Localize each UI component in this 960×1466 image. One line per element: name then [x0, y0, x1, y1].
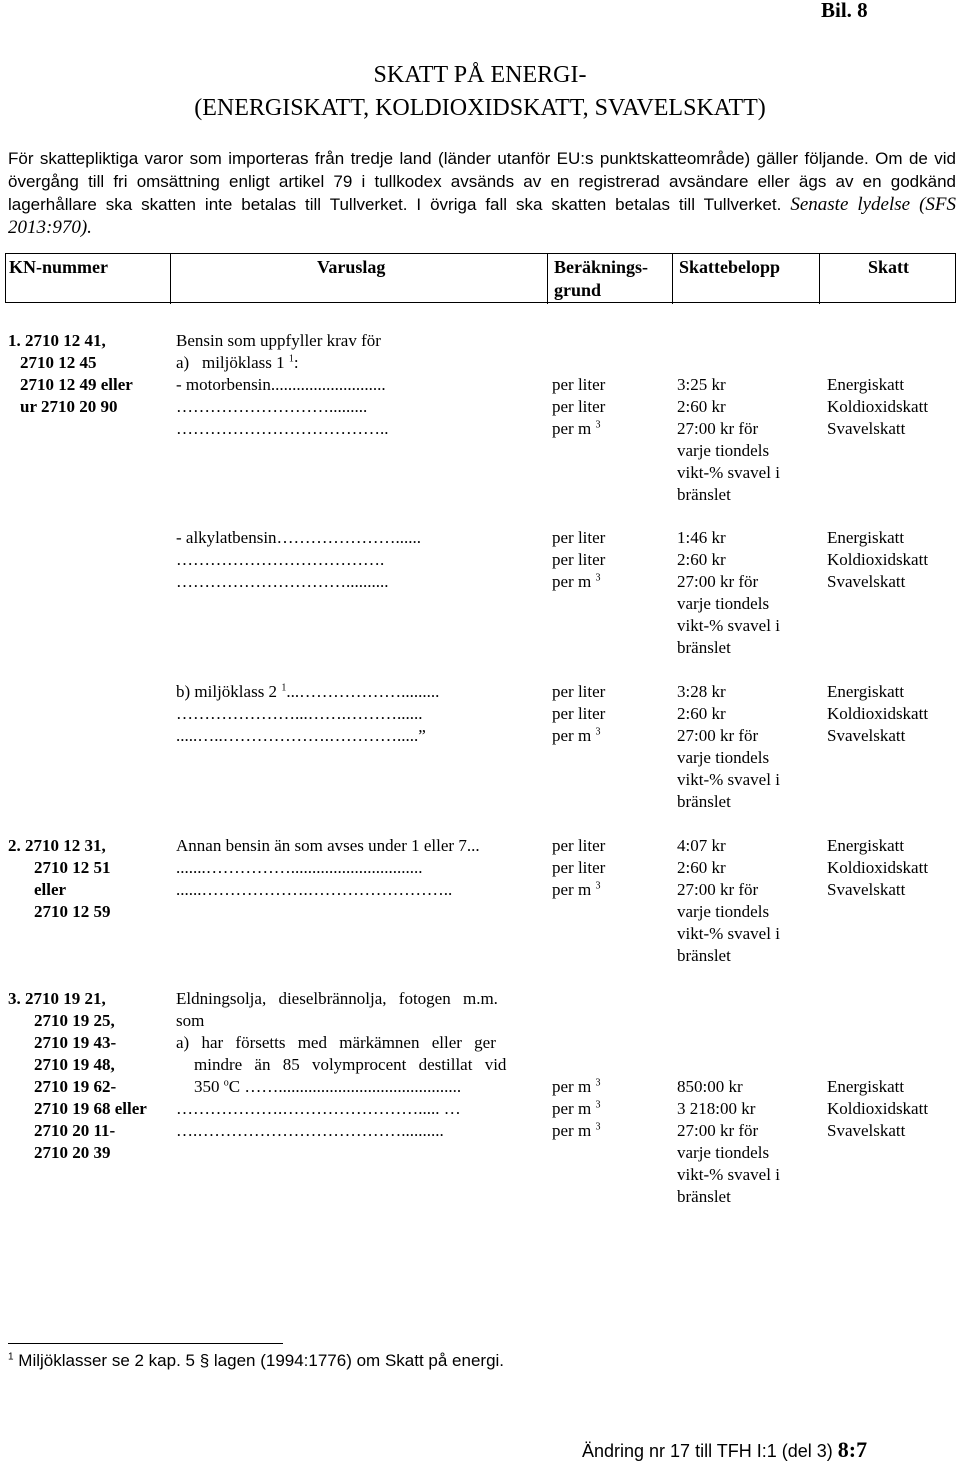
- goods-description: Bensin som uppfyller krav för: [176, 331, 381, 350]
- tax-amount: 4:07 kr: [677, 836, 726, 855]
- calc-basis: per liter: [552, 550, 606, 569]
- table-header: [5, 253, 956, 303]
- tax-type: Energiskatt: [827, 375, 905, 394]
- item-label: ......……………….……………………..: [176, 880, 453, 899]
- header-varuslag: Varuslag: [317, 257, 386, 277]
- tax-type: Energiskatt: [827, 528, 905, 547]
- tax-amount: 1:46 kr: [677, 528, 726, 547]
- item-label: ……………………….........: [176, 397, 368, 416]
- kn-code: eller: [34, 880, 67, 899]
- footnote-ref: 1: [281, 682, 287, 694]
- page-title-line2: (ENERGISKATT, KOLDIOXIDSKATT, SVAVELSKATT): [194, 95, 766, 121]
- sulphur-note: vikt-% svavel i: [677, 463, 780, 482]
- kn-code: 2710 19 62-: [34, 1077, 117, 1096]
- item-label: .......……………...............................: [176, 858, 423, 877]
- calc-basis: per liter: [552, 397, 606, 416]
- tax-amount: 2:60 kr: [677, 704, 726, 723]
- goods-description: som: [176, 1011, 205, 1030]
- kn-code: 1. 2710 12 41,: [8, 331, 106, 350]
- sub-heading-miljoklass1: a) miljöklass 1 $^1$:: [176, 353, 299, 372]
- sulphur-note: varje tiondels: [677, 441, 770, 460]
- goods-description: a) har försetts med märkämnen eller ger: [176, 1033, 496, 1052]
- tax-type: Svavelskatt: [827, 1121, 906, 1140]
- header-skatt: Skatt: [868, 257, 910, 277]
- latest-law: Senaste lydelse (SFS 2013:970).: [8, 194, 957, 238]
- sulphur-note: vikt-% svavel i: [677, 770, 780, 789]
- tax-amount: 27:00 kr för: [677, 726, 759, 745]
- sulphur-note: bränslet: [677, 946, 731, 965]
- tax-type: Svavelskatt: [827, 726, 906, 745]
- tax-amount: 3:28 kr: [677, 682, 726, 701]
- tax-amount: 3 218:00 kr: [677, 1099, 756, 1118]
- tax-type: Koldioxidskatt: [827, 550, 929, 569]
- sulphur-note: vikt-% svavel i: [677, 1165, 780, 1184]
- sulphur-note: bränslet: [677, 638, 731, 657]
- item-label: ……………………………….: [176, 550, 385, 569]
- tax-amount: 3:25 kr: [677, 375, 726, 394]
- tax-type: Koldioxidskatt: [827, 1099, 929, 1118]
- footnote-mark: 1: [8, 1351, 14, 1363]
- page-footer: Ändring nr 17 till TFH I:1 (del 3) 8:7: [582, 1437, 868, 1462]
- sulphur-note: varje tiondels: [677, 748, 770, 767]
- tax-type: Svavelskatt: [827, 880, 906, 899]
- kn-code: ur 2710 20 90: [20, 397, 118, 416]
- kn-code: 2710 12 49 eller: [20, 375, 133, 394]
- tax-amount: 2:60 kr: [677, 397, 726, 416]
- kn-code: 2710 19 48,: [34, 1055, 115, 1074]
- item-label: ……………….……………………..... …: [176, 1099, 461, 1118]
- kn-code: 2710 12 59: [34, 902, 111, 921]
- attachment-label: Bil. 8: [821, 0, 868, 22]
- sulphur-note: bränslet: [677, 485, 731, 504]
- header-kn: KN-nummer: [9, 257, 108, 277]
- footnote-rule: [8, 1343, 283, 1344]
- sulphur-note: vikt-% svavel i: [677, 924, 780, 943]
- tax-type: Koldioxidskatt: [827, 704, 929, 723]
- tax-amount: 27:00 kr för: [677, 572, 759, 591]
- header-divider: [547, 254, 548, 304]
- calc-basis: per m $^3$: [552, 726, 601, 745]
- calc-basis: per liter: [552, 704, 606, 723]
- tax-type: Koldioxidskatt: [827, 397, 929, 416]
- goods-description: 350 $^o$C ……...........................................: [194, 1077, 462, 1096]
- sulphur-note: varje tiondels: [677, 1143, 770, 1162]
- header-belopp: Skattebelopp: [679, 257, 781, 277]
- kn-code: 2710 19 43-: [34, 1033, 117, 1052]
- tax-amount: 850:00 kr: [677, 1077, 743, 1096]
- tax-amount: 2:60 kr: [677, 550, 726, 569]
- header-grund-2: grund: [554, 280, 602, 300]
- item-label: .....…..……………….………….....”: [176, 726, 426, 745]
- page-title-line1: SKATT PÅ ENERGI-: [373, 62, 587, 88]
- tax-amount: 27:00 kr för: [677, 419, 759, 438]
- sulphur-note: bränslet: [677, 1187, 731, 1206]
- calc-basis: per liter: [552, 836, 606, 855]
- sulphur-note: varje tiondels: [677, 902, 770, 921]
- calc-basis: per liter: [552, 682, 606, 701]
- kn-code: 2710 19 68 eller: [34, 1099, 147, 1118]
- calc-basis: per liter: [552, 375, 606, 394]
- sulphur-note: vikt-% svavel i: [677, 616, 780, 635]
- tax-amount: 27:00 kr för: [677, 1121, 759, 1140]
- calc-basis: per liter: [552, 858, 606, 877]
- calc-basis: per m $^3$: [552, 419, 601, 438]
- item-label: ………………………………..: [176, 419, 389, 438]
- item-label: - motorbensin...........................: [176, 375, 386, 394]
- tax-type: Energiskatt: [827, 836, 905, 855]
- kn-code: 2. 2710 12 31,: [8, 836, 106, 855]
- tax-amount: 27:00 kr för: [677, 880, 759, 899]
- calc-basis: per liter: [552, 528, 606, 547]
- intro-text: För skattepliktiga varor som importeras från tredje land (länder utanför EU:s punktskatteområde) gäller följande. Om de vid övergång till fri omsättning enligt artikel 79 i tullkodex avsänds av en registrerad avsändare eller ägs av en godkänd lagerhållare ska skatten inte betalas till Tullverket. I övriga fall ska skatten betalas till Tullverket.: [8, 149, 956, 214]
- tax-type: Svavelskatt: [827, 419, 906, 438]
- calc-basis: per m $^3$: [552, 572, 601, 591]
- header-divider: [819, 254, 820, 304]
- kn-code: 2710 12 51: [34, 858, 111, 877]
- sulphur-note: varje tiondels: [677, 594, 770, 613]
- item-label: …………………...…….………......: [176, 704, 423, 723]
- header-grund-1: Beräknings-: [554, 257, 649, 277]
- item-label: - alkylatbensin…………………......: [176, 528, 422, 547]
- goods-description: Eldningsolja, dieselbrännolja, fotogen m.m.: [176, 989, 498, 1008]
- kn-code: 2710 19 25,: [34, 1011, 115, 1030]
- footnote: $^1$ Miljöklasser se 2 kap. 5 § lagen (1994:1776) om Skatt på energi.: [8, 1351, 505, 1370]
- item-label: Annan bensin än som avses under 1 eller 7...: [176, 836, 480, 855]
- item-label: ….………………………………..........: [176, 1121, 444, 1140]
- tax-type: Koldioxidskatt: [827, 858, 929, 877]
- footnote-ref: 1: [288, 353, 294, 365]
- kn-code: 2710 20 39: [34, 1143, 111, 1162]
- goods-description: mindre än 85 volymprocent destillat vid: [194, 1055, 507, 1074]
- tax-amount: 2:60 kr: [677, 858, 726, 877]
- page-number: 8:7: [837, 1437, 868, 1462]
- tax-type: Svavelskatt: [827, 572, 906, 591]
- intro-paragraph: [8, 147, 956, 239]
- header-divider: [672, 254, 673, 304]
- sulphur-note: bränslet: [677, 792, 731, 811]
- item-label: …………………………..........: [176, 572, 389, 591]
- calc-basis: per m $^3$: [552, 880, 601, 899]
- kn-code: 3. 2710 19 21,: [8, 989, 106, 1008]
- header-divider: [170, 254, 171, 304]
- kn-code: 2710 12 45: [20, 353, 97, 372]
- sub-heading-miljoklass2: b) miljöklass 2 $^1$...……………….........: [176, 682, 440, 701]
- kn-code: 2710 20 11-: [34, 1121, 116, 1140]
- calc-basis: per m $^3$: [552, 1121, 601, 1140]
- tax-type: Energiskatt: [827, 1077, 905, 1096]
- calc-basis: per m $^3$: [552, 1077, 601, 1096]
- tax-type: Energiskatt: [827, 682, 905, 701]
- calc-basis: per m $^3$: [552, 1099, 601, 1118]
